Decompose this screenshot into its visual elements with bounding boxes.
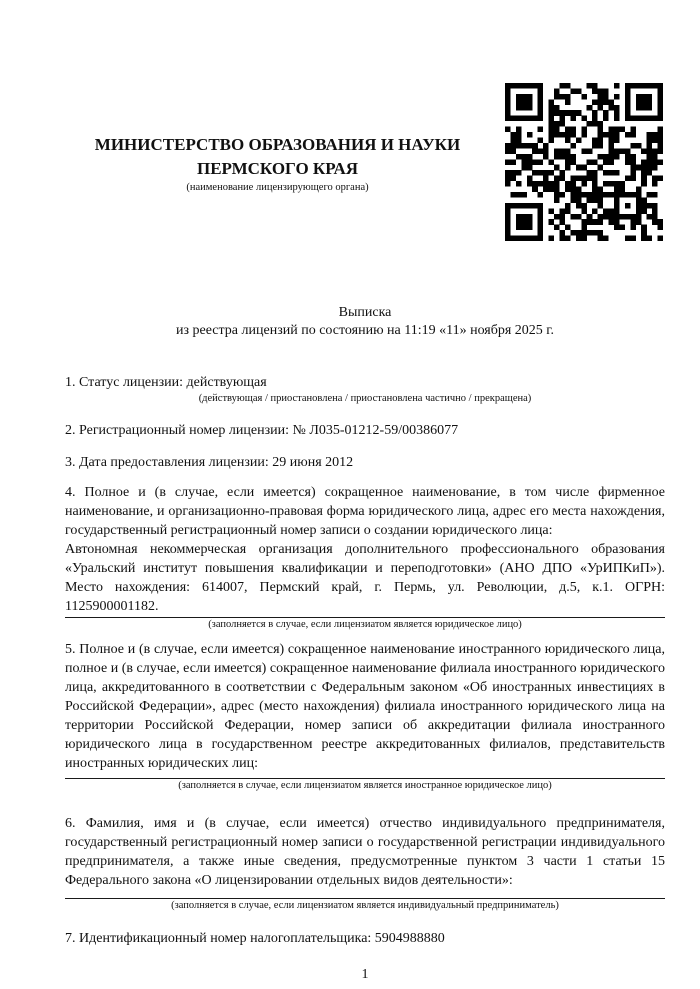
document-title: [65, 304, 665, 340]
section-legal-entity: [65, 483, 665, 631]
section-license-date: [65, 453, 665, 472]
section-taxpayer-number: [65, 929, 665, 948]
license-date-text: 3. Дата предоставления лицензии: 29 июня 2012: [65, 455, 354, 470]
qr-code-icon: [505, 83, 663, 241]
license-status-text: 1. Статус лицензии: действующая: [65, 375, 267, 390]
legal-entity-label: 4. Полное и (в случае, если имеется) сокращенное наименование, в том числе фирменное наименование, и организационно-правовая форма юридического лица, адрес его места нахождения, государственный регистрационный номер записи о создании юридического лица:: [65, 485, 665, 538]
section-foreign-entity: [65, 640, 665, 792]
legal-entity-value: Автономная некоммерческая организация дополнительного профессионального образования «Уральский институт повышения квалификации и переподготовки» (АНО ДПО «УрИПКиП»). Место нахождения: 614007, Пермский край, г. Пермь, ул. Революции, д.5, к.1. ОГРН: 1125900001182.: [65, 542, 665, 614]
individual-entrepreneur-label: 6. Фамилия, имя и (в случае, если имеется) отчество индивидуального предпринимателя, государственный регистрационный номер записи о государственной регистрации индивидуального предпринимателя, а также иные сведения, предусмотренные пунктом 3 части 1 статьи 15 Федерального закона «О лицензировании отдельных видов деятельности»:: [65, 816, 665, 888]
registration-number-text: 2. Регистрационный номер лицензии: № Л035-01212-59/00386077: [65, 423, 459, 438]
legal-entity-caption: (заполняется в случае, если лицензиатом является юридическое лицо): [208, 619, 522, 630]
section-registration-number: [65, 421, 665, 440]
individual-entrepreneur-caption: (заполняется в случае, если лицензиатом является индивидуальный предприниматель): [171, 900, 559, 911]
license-status-caption: (действующая / приостановлена / приостановлена частично / прекращена): [198, 393, 532, 404]
document-title-line1: Выписка: [338, 305, 392, 320]
ministry-name-line1: МИНИСТЕРСТВО ОБРАЗОВАНИЯ И НАУКИ: [94, 135, 461, 154]
ministry-caption: (наименование лицензирующего органа): [186, 182, 369, 193]
page-number: 1: [361, 967, 369, 982]
ministry-name-line2: ПЕРМСКОГО КРАЯ: [196, 159, 359, 178]
foreign-entity-label: 5. Полное и (в случае, если имеется) сокращенное наименование иностранного юридического лица, полное и (в случае, если имеется) сокращенное наименование филиала иностранного юридического лица, аккредитованного в соответствии с Федеральным законом «Об иностранных инвестициях в Российской Федерации», адрес (место нахождения) филиала иностранного юридического лица на территории Российской Федерации, номер записи об аккредитации филиала иностранного юридического лица в государственном реестре аккредитованных филиалов, представительств иностранных юридических лиц:: [65, 642, 665, 771]
section-individual-entrepreneur: [65, 814, 665, 912]
taxpayer-number-text: 7. Идентификационный номер налогоплательщика: 5904988880: [65, 931, 445, 946]
licensing-authority-header: [65, 0, 490, 194]
document-title-line2: из реестра лицензий по состоянию на 11:19 «11» ноября 2025 г.: [176, 323, 554, 338]
foreign-entity-caption: (заполняется в случае, если лицензиатом является иностранное юридическое лицо): [178, 780, 552, 791]
section-license-status: [65, 373, 665, 405]
